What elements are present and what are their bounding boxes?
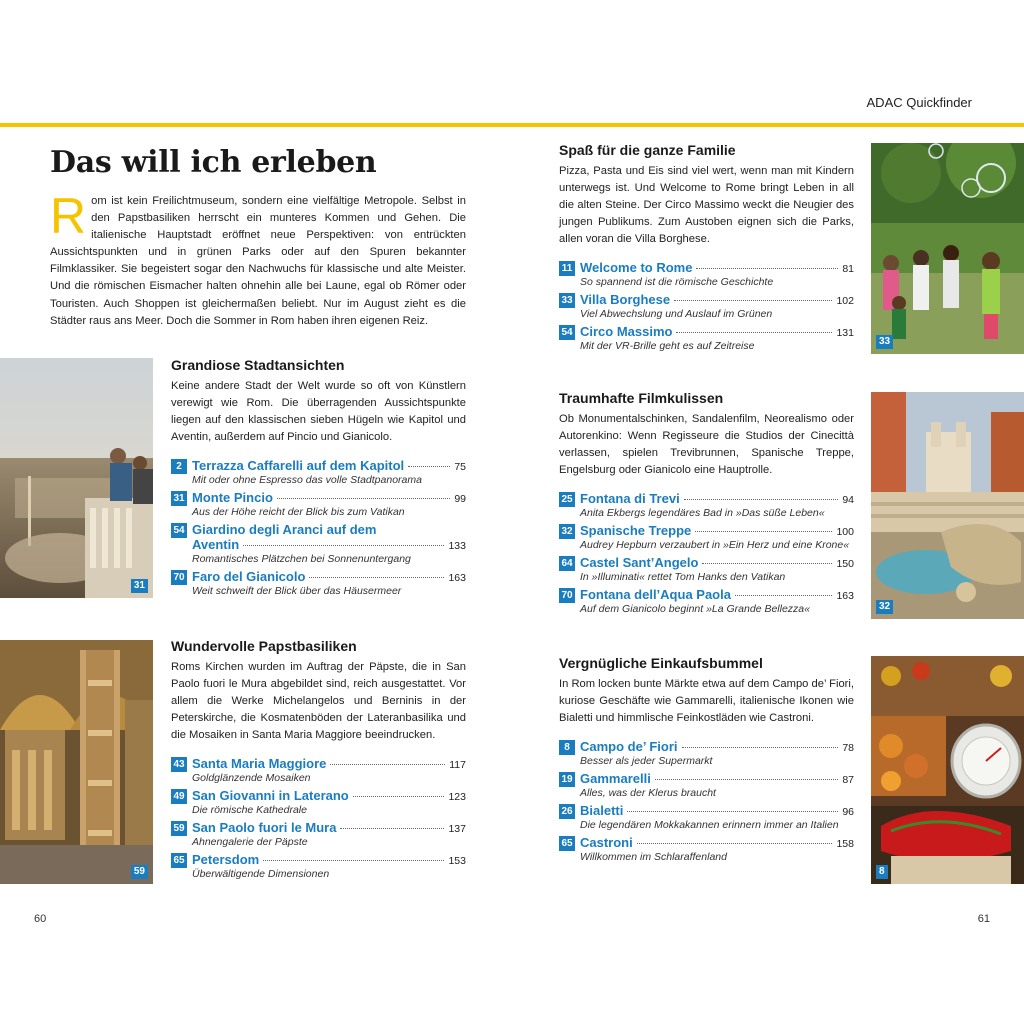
intro-text: om ist kein Freilichtmuseum, sondern eine vielfältige Metropole. Selbst in den Papstbasiliken herrscht ein munteres Kommen und Gehen. Die italienische Hauptstadt eröffnet neue Perspektiven: von entrückten Aussichtspunkten und in grünen Parks oder auf den Spuren bekannter Filmklassiker. Sie begeistert sogar den Nachwuchs für klassische und alte Meister. Und die römischen Eismacher halten ohnehin alle bei Laune, egal ob Römer oder Touristen. Auch Shoppen ist gleichermaßen beliebt. Nur im August zieht es die Städter raus ans Meer. Doch die Sommer in Rom haben ihren eigenen Reiz. <box>50 195 466 327</box>
list-item[interactable] <box>559 491 854 520</box>
leader-dots <box>676 332 832 333</box>
list-item[interactable] <box>559 587 854 616</box>
section-heading: Spaß für die ganze Familie <box>559 142 736 158</box>
entry-subtitle: Auf dem Gianicolo beginnt »La Grande Bellezza« <box>580 603 810 616</box>
page-ref: 94 <box>842 494 854 507</box>
leader-dots <box>263 860 444 861</box>
list-item[interactable] <box>171 569 466 598</box>
section-shopping <box>559 655 854 867</box>
page-number-left: 60 <box>34 913 47 925</box>
section-heading: Grandiose Stadtansichten <box>171 357 345 373</box>
photo-basilica <box>0 640 153 884</box>
leader-dots <box>637 843 833 844</box>
page-ref: 75 <box>454 461 466 474</box>
entry-number-badge: 31 <box>171 491 187 506</box>
photo-badge: 32 <box>876 600 893 614</box>
page-ref: 81 <box>842 263 854 276</box>
leader-dots <box>243 545 444 546</box>
entry-title-link[interactable]: San Paolo fuori le Mura <box>192 820 337 836</box>
entry-title-link-cont[interactable]: Aventin <box>192 537 240 553</box>
spanish-steps-illustration <box>871 392 1024 619</box>
list-item[interactable] <box>171 490 466 519</box>
section-text: Ob Monumentalschinken, Sandalenfilm, Neorealismo oder Autorenkino: Wenn Regisseure die Studios der Cinecittà verlassen, spielen Trevibrunnen, Spanische Treppe, Engelsburg oder Gianicolo eine Hauptrolle. <box>559 413 854 477</box>
entry-number-badge: 32 <box>559 524 575 539</box>
entry-subtitle: Mit der VR-Brille geht es auf Zeitreise <box>580 340 755 353</box>
entry-title-link[interactable]: Monte Pincio <box>192 490 273 506</box>
entry-number-badge: 19 <box>559 772 575 787</box>
list-item[interactable] <box>171 458 466 487</box>
entry-subtitle: Die römische Kathedrale <box>192 804 307 817</box>
entry-title-link[interactable]: Terrazza Caffarelli auf dem Kapitol <box>192 458 405 474</box>
entry-list <box>171 458 466 598</box>
photo-badge: 31 <box>131 579 148 593</box>
list-item[interactable] <box>559 523 854 552</box>
entry-title-link[interactable]: Santa Maria Maggiore <box>192 756 327 772</box>
list-item[interactable] <box>171 788 466 817</box>
leader-dots <box>696 268 838 269</box>
section-family <box>559 142 854 356</box>
list-item[interactable] <box>171 522 466 566</box>
entry-list <box>559 491 854 616</box>
entry-title-link[interactable]: Faro del Gianicolo <box>192 569 306 585</box>
photo-badge: 8 <box>876 865 888 879</box>
entry-title-link[interactable]: Fontana di Trevi <box>580 491 680 507</box>
page-ref: 163 <box>448 572 466 585</box>
entry-subtitle: Audrey Hepburn verzaubert in »Ein Herz und eine Krone« <box>580 539 850 552</box>
entry-number-badge: 33 <box>559 293 575 308</box>
entry-title-link[interactable]: San Giovanni in Laterano <box>192 788 349 804</box>
entry-subtitle: Alles, was der Klerus braucht <box>580 787 716 800</box>
entry-title-link[interactable]: Giardino degli Aranci auf dem <box>192 522 377 538</box>
entry-title-link[interactable]: Villa Borghese <box>580 292 671 308</box>
entry-number-badge: 70 <box>559 588 575 603</box>
entry-list <box>559 260 854 353</box>
entry-title-link[interactable]: Castroni <box>580 835 633 851</box>
section-city-views <box>171 357 466 601</box>
entry-subtitle: Mit oder ohne Espresso das volle Stadtpanorama <box>192 474 422 487</box>
entry-subtitle: Aus der Höhe reicht der Blick bis zum Vatikan <box>192 506 405 519</box>
entry-subtitle: Weit schweift der Blick über das Häusermeer <box>192 585 402 598</box>
list-item[interactable] <box>559 260 854 289</box>
city-view-illustration <box>0 358 153 598</box>
leader-dots <box>682 747 839 748</box>
list-item[interactable] <box>559 803 854 832</box>
photo-market <box>871 656 1024 884</box>
entry-number-badge: 70 <box>171 570 187 585</box>
list-item[interactable] <box>559 324 854 353</box>
leader-dots <box>340 828 444 829</box>
leader-dots <box>655 779 838 780</box>
photo-spanish-steps <box>871 392 1024 619</box>
leader-dots <box>674 300 832 301</box>
page-title: Das will ich erleben <box>50 145 377 180</box>
entry-number-badge: 65 <box>171 853 187 868</box>
entry-subtitle: Willkommen im Schlaraffenland <box>580 851 727 864</box>
entry-list <box>559 739 854 864</box>
page-ref: 137 <box>448 823 466 836</box>
page-number-right: 61 <box>977 913 990 925</box>
page-ref: 100 <box>836 526 854 539</box>
leader-dots <box>330 764 445 765</box>
entry-number-badge: 8 <box>559 740 575 755</box>
section-heading: Wundervolle Papstbasiliken <box>171 638 357 654</box>
intro-paragraph <box>50 188 466 330</box>
leader-dots <box>702 563 832 564</box>
list-item[interactable] <box>171 756 466 785</box>
page-ref: 78 <box>842 742 854 755</box>
section-film-sets <box>559 390 854 619</box>
entry-subtitle: Viel Abwechslung und Auslauf im Grünen <box>580 308 773 321</box>
entry-title-link[interactable]: Petersdom <box>192 852 260 868</box>
entry-title-link[interactable]: Castel Sant’Angelo <box>580 555 699 571</box>
entry-subtitle: Romantisches Plätzchen bei Sonnenuntergang <box>192 553 411 566</box>
page-ref: 96 <box>842 806 854 819</box>
entry-number-badge: 54 <box>559 325 575 340</box>
photo-badge: 33 <box>876 335 893 349</box>
photo-badge: 59 <box>131 865 148 879</box>
entry-subtitle: Anita Ekbergs legendäres Bad in »Das süße Leben« <box>580 507 825 520</box>
page-ref: 123 <box>448 791 466 804</box>
entry-subtitle: Überwältigende Dimensionen <box>192 868 330 881</box>
page-ref: 133 <box>448 540 466 553</box>
entry-number-badge: 25 <box>559 492 575 507</box>
page-ref: 99 <box>454 493 466 506</box>
entry-list <box>171 756 466 881</box>
section-heading: Vergnügliche Einkaufsbummel <box>559 655 763 671</box>
list-item[interactable] <box>171 852 466 881</box>
section-text: Roms Kirchen wurden im Auftrag der Päpste, die in San Paolo fuori le Mura abgebildet sind, reich ausgestattet. Vor allem die Werke Michelangelos und Berninis in der Peterskirche, die Kosmatenböden der Lateranbasilika und die Mosaiken in Santa Maria Maggiore beeindrucken. <box>171 661 466 742</box>
list-item[interactable] <box>559 771 854 800</box>
entry-subtitle: So spannend ist die römische Geschichte <box>580 276 774 289</box>
leader-dots <box>695 531 832 532</box>
entry-number-badge: 65 <box>559 836 575 851</box>
entry-title-link[interactable]: Fontana dell’Aqua Paola <box>580 587 731 603</box>
list-item[interactable] <box>559 739 854 768</box>
section-text: Keine andere Stadt der Welt wurde so oft von Künstlern verewigt wie Rom. Die überragenden Aussichtspunkte liegen auf den klassischen sieben Hügeln wie Kapitol und Aventin, außerdem auf Pincio und Gianicolo. <box>171 380 466 444</box>
basilica-illustration <box>0 640 153 884</box>
page-ref: 153 <box>448 855 466 868</box>
market-illustration <box>871 656 1024 884</box>
entry-number-badge: 11 <box>559 261 575 276</box>
family-park-illustration <box>871 143 1024 354</box>
list-item[interactable] <box>559 835 854 864</box>
page-ref: 158 <box>836 838 854 851</box>
page-ref: 102 <box>836 295 854 308</box>
entry-subtitle: Die legendären Mokkakannen erinnern immer an Italien <box>580 819 839 832</box>
section-basilicas <box>171 638 466 884</box>
entry-number-badge: 64 <box>559 556 575 571</box>
leader-dots <box>277 498 450 499</box>
entry-title-link[interactable]: Circo Massimo <box>580 324 673 340</box>
leader-dots <box>627 811 838 812</box>
section-text: Pizza, Pasta und Eis sind viel wert, wenn man mit Kindern unterwegs ist. Und Welcome to Rome bringt Leben in all die alten Steine. Der Circo Massimo weckt die Neugier des jungen Publikums. Zum Austoben eignen sich die Parks, allen voran die Villa Borghese. <box>559 165 854 246</box>
leader-dots <box>735 595 833 596</box>
entry-title-link[interactable]: Spanische Treppe <box>580 523 692 539</box>
yellow-rule <box>0 123 1024 127</box>
entry-number-badge: 59 <box>171 821 187 836</box>
leader-dots <box>684 499 839 500</box>
entry-title-link[interactable]: Welcome to Rome <box>580 260 693 276</box>
entry-title-link[interactable]: Campo de’ Fiori <box>580 739 678 755</box>
leader-dots <box>408 466 450 467</box>
entry-subtitle: Goldglänzende Mosaiken <box>192 772 311 785</box>
page-ref: 150 <box>836 558 854 571</box>
entry-title-link[interactable]: Bialetti <box>580 803 624 819</box>
entry-number-badge: 2 <box>171 459 187 474</box>
entry-number-badge: 54 <box>171 523 187 538</box>
entry-number-badge: 26 <box>559 804 575 819</box>
entry-subtitle: In »Illuminati« rettet Tom Hanks den Vatikan <box>580 571 786 584</box>
entry-subtitle: Ahnengalerie der Päpste <box>192 836 308 849</box>
list-item[interactable] <box>171 820 466 849</box>
photo-city-view <box>0 358 153 598</box>
leader-dots <box>353 796 445 797</box>
drop-cap: R <box>50 188 87 244</box>
page-ref: 87 <box>842 774 854 787</box>
section-heading: Traumhafte Filmkulissen <box>559 390 724 406</box>
running-header: ADAC Quickfinder <box>866 95 972 110</box>
entry-number-badge: 43 <box>171 757 187 772</box>
section-text: In Rom locken bunte Märkte etwa auf dem Campo de’ Fiori, kuriose Geschäfte wie Gammarelli, italienische Ikonen wie Bialetti und himmlische Feinkostläden wie Castroni. <box>559 678 854 725</box>
page-ref: 131 <box>836 327 854 340</box>
entry-subtitle: Besser als jeder Supermarkt <box>580 755 713 768</box>
entry-title-link[interactable]: Gammarelli <box>580 771 651 787</box>
page-ref: 117 <box>449 759 466 772</box>
list-item[interactable] <box>559 292 854 321</box>
leader-dots <box>309 577 444 578</box>
list-item[interactable] <box>559 555 854 584</box>
page-ref: 163 <box>836 590 854 603</box>
entry-number-badge: 49 <box>171 789 187 804</box>
photo-family-park <box>871 143 1024 354</box>
